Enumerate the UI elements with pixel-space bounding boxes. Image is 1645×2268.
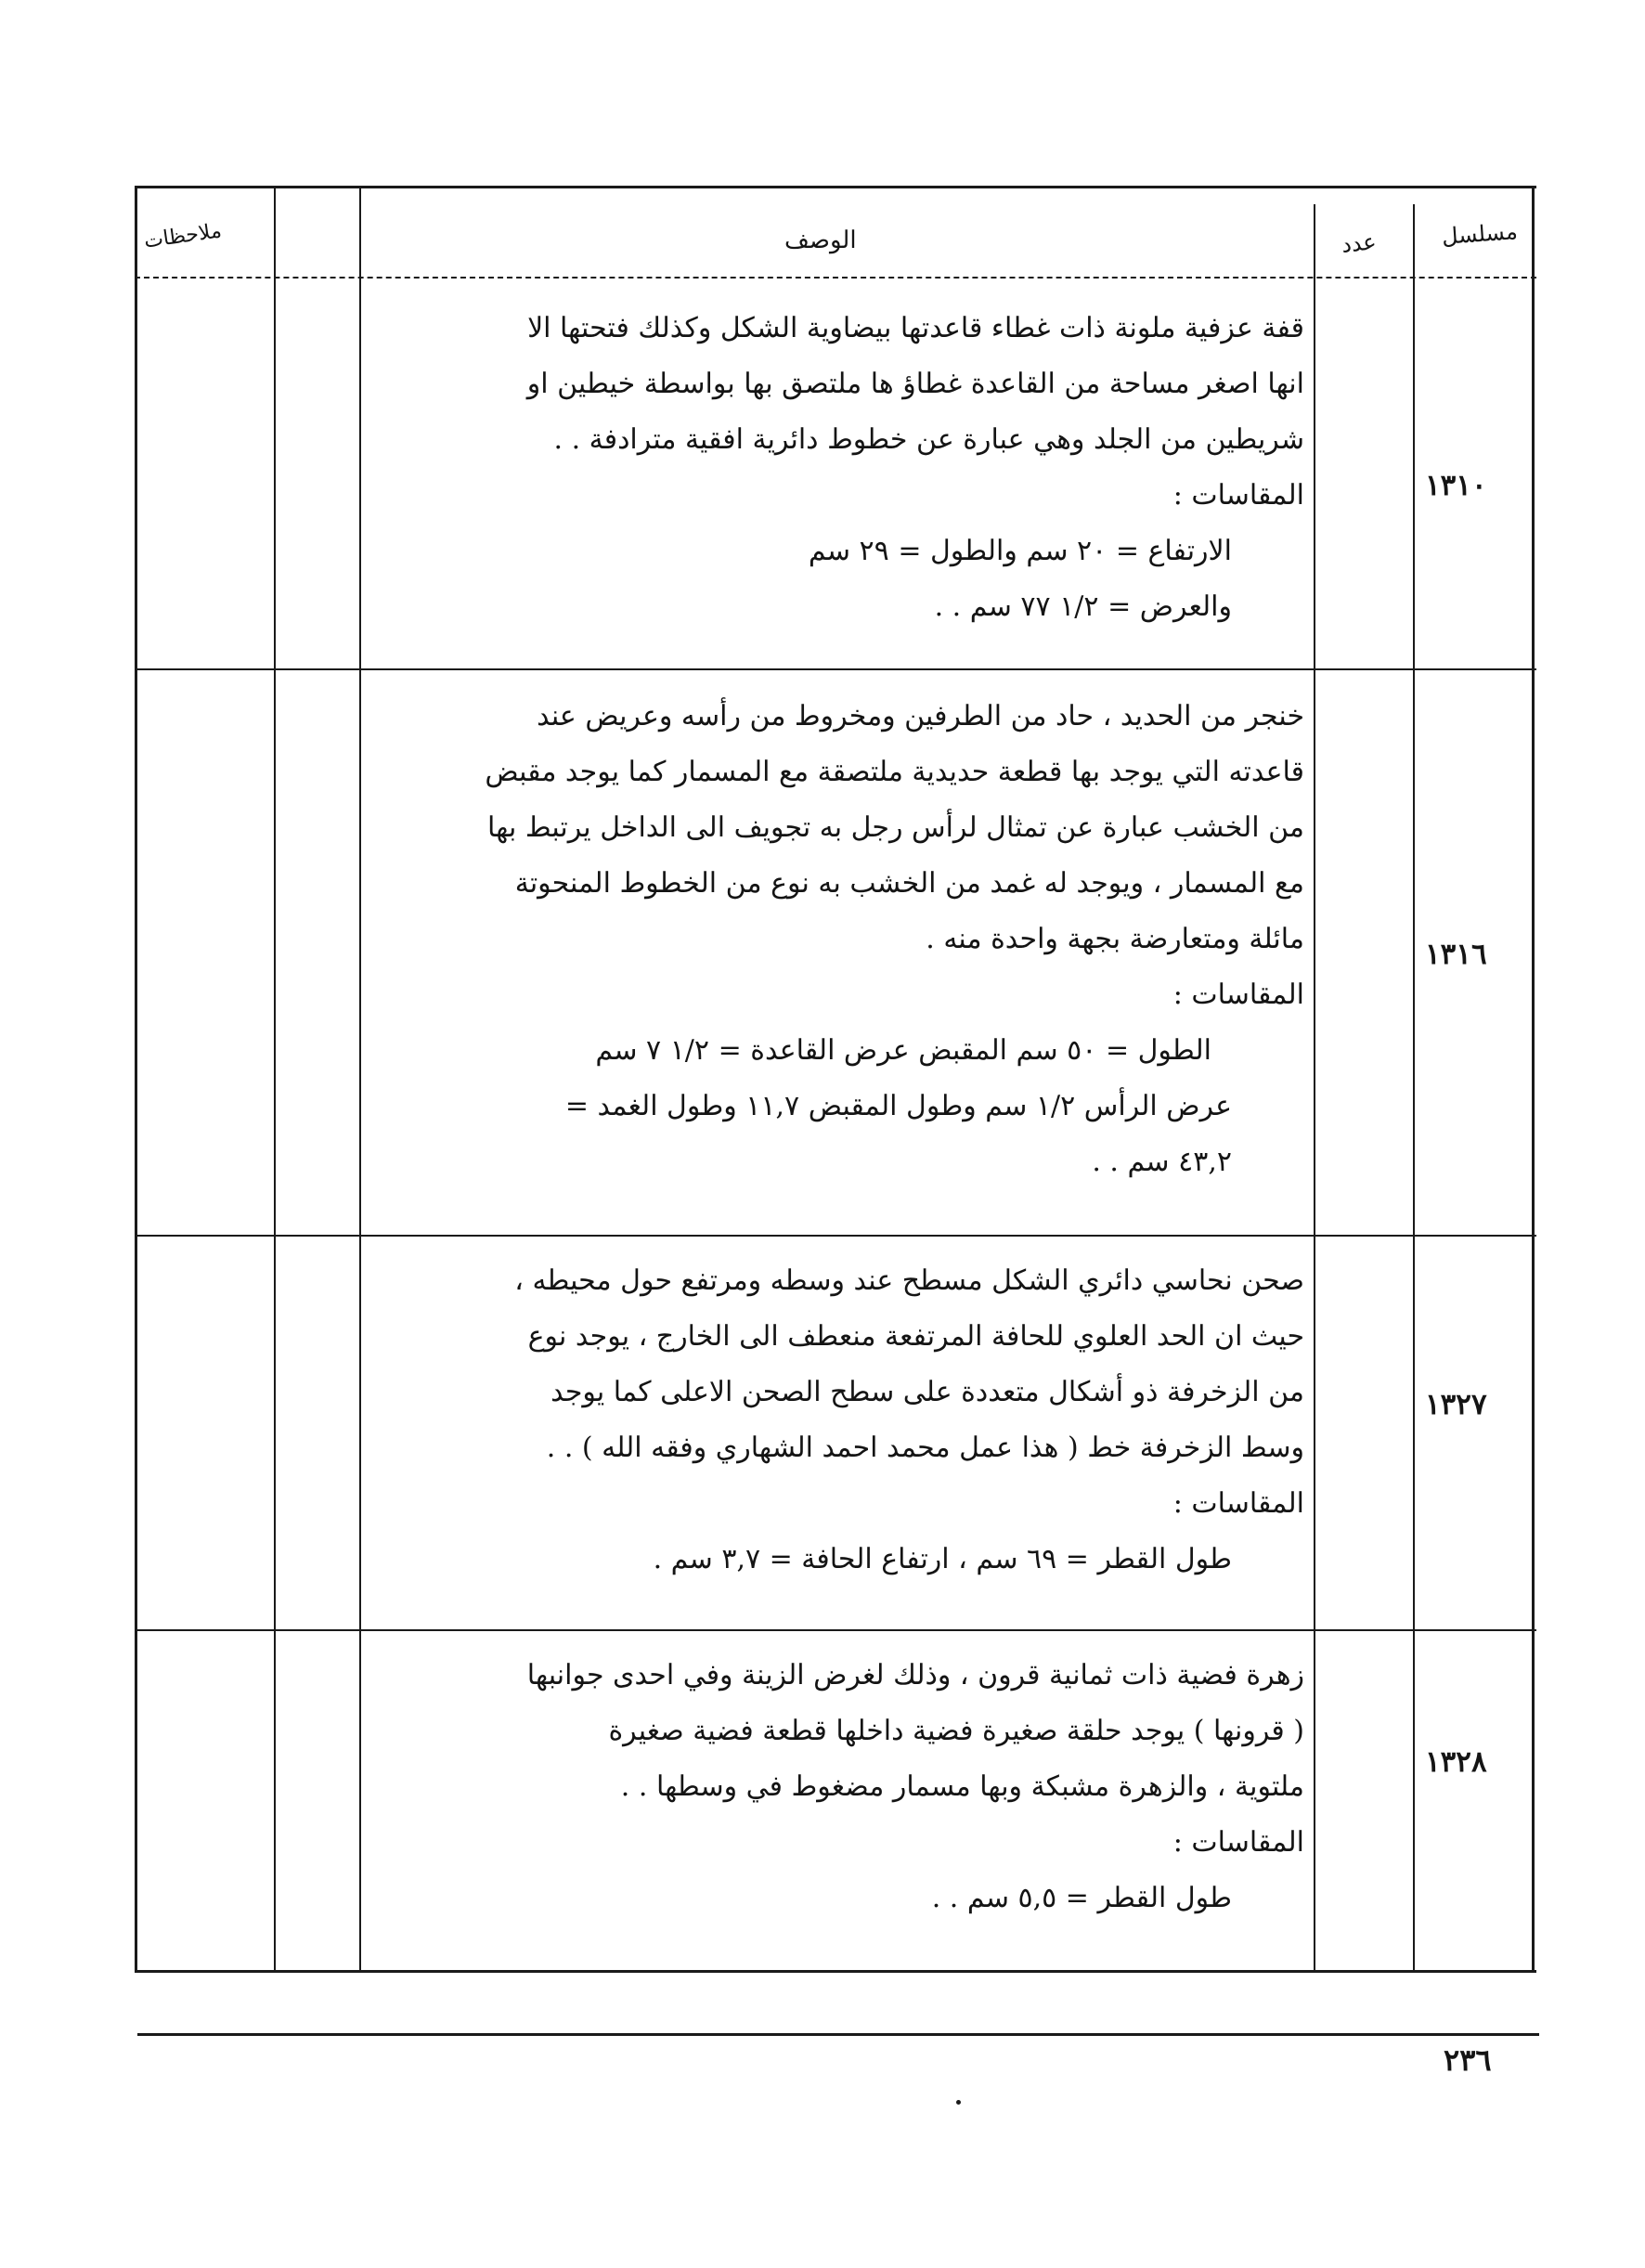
serial-header: مسلسل [1441, 218, 1519, 250]
table-left-rule [135, 186, 137, 1973]
measurements-heading: المقاسات : [1172, 479, 1304, 512]
table-bottom-rule [135, 1970, 1536, 1973]
header-divider [135, 277, 1536, 279]
description-line: شريطين من الجلد وهي عبارة عن خطوط دائرية افقية مترادفة . . [553, 423, 1304, 456]
description-line: قاعدته التي يوجد بها قطعة حديدية ملتصقة مع المسمار كما يوجد مقبض [485, 756, 1304, 788]
blank-column-rule [359, 186, 361, 1973]
description-line: قفة عزفية ملونة ذات غطاء قاعدتها بيضاوية الشكل وكذلك فتحتها الا [527, 312, 1304, 344]
description-line: انها اصغر مساحة من القاعدة غطاؤ ها ملتصق بها بواسطة خيطين او [526, 368, 1304, 400]
description-line: خنجر من الحديد ، حاد من الطرفين ومخروط من رأسه وعريض عند [537, 700, 1304, 732]
description-line: وسط الزخرفة خط ( هذا عمل محمد احمد الشهاري وفقه الله ) . . [546, 1432, 1304, 1464]
description-line: مع المسمار ، ويوجد له غمد من الخشب به نوع من الخطوط المنحوتة [514, 867, 1304, 900]
measurement-line: طول القطر = ٥,٥ سم . . [931, 1882, 1232, 1914]
description-header: الوصف [784, 227, 857, 254]
measurement-line: والعرض = ١/٢ ٧٧ سم . . [934, 590, 1232, 623]
record-number: ١٣٢٨ [1425, 1745, 1487, 1779]
description-line: ملتوية ، والزهرة مشبكة وبها مسمار مضغوط في وسطها . . [620, 1770, 1304, 1803]
description-line: من الزخرفة ذو أشكال متعددة على سطح الصحن الاعلى كما يوجد [550, 1376, 1304, 1408]
row-divider [135, 668, 1536, 670]
measurement-line: عرض الرأس ١/٢ سم وطول المقبض ١١,٧ وطول الغمد = [564, 1090, 1232, 1122]
row-divider [135, 1235, 1536, 1237]
page-number: ٢٣٦ [1444, 2042, 1492, 2078]
record-number: ١٣١٦ [1425, 938, 1487, 971]
description-line: حيث ان الحد العلوي للحافة المرتفعة منعطف الى الخارج ، يوجد نوع [527, 1320, 1304, 1353]
count-column-rule [1413, 204, 1415, 1973]
record-number: ١٣٢٧ [1425, 1388, 1487, 1421]
measurements-heading: المقاسات : [1172, 1487, 1304, 1520]
record-description [362, 1253, 1304, 1588]
row-divider [135, 1629, 1536, 1631]
description-line: ( قرونها ) يوجد حلقة صغيرة فضية داخلها قطعة فضية صغيرة [608, 1715, 1304, 1747]
notes-header: ملاحظات [142, 219, 224, 253]
description-line: زهرة فضية ذات ثمانية قرون ، وذلك لغرض الزينة وفي احدى جوانبها [526, 1659, 1304, 1691]
record-number: ١٣١٠ [1425, 469, 1487, 502]
measurement-line: الارتفاع = ٢٠ سم والطول = ٢٩ سم [808, 535, 1232, 567]
measurement-line: الطول = ٥٠ سم المقبض عرض القاعدة = ١/٢ ٧ سم [595, 1034, 1211, 1067]
description-line: صحن نحاسي دائري الشكل مسطح عند وسطه ومرتفع حول محيطه ، [514, 1264, 1304, 1297]
description-line: من الخشب عبارة عن تمثال لرأس رجل به تجويف الى الداخل يرتبط بها [487, 811, 1304, 844]
catalog-table [135, 186, 1536, 1973]
footer-rule [137, 2033, 1539, 2036]
table-top-rule [135, 186, 1536, 188]
measurement-line: ٤٣,٢ سم . . [1092, 1146, 1232, 1178]
count-header: عدد [1340, 228, 1378, 258]
measurements-heading: المقاسات : [1172, 1826, 1304, 1859]
description-line: مائلة ومتعارضة بجهة واحدة منه . [926, 923, 1304, 955]
measurement-line: طول القطر = ٦٩ سم ، ارتفاع الحافة = ٣,٧ سم . [653, 1543, 1232, 1575]
table-right-rule [1532, 186, 1535, 1973]
scan-speck [956, 2100, 961, 2105]
record-description [362, 689, 1304, 1190]
measurements-heading: المقاسات : [1172, 978, 1304, 1011]
record-description [362, 301, 1304, 635]
description-column-rule [1314, 204, 1315, 1973]
notes-column-rule [274, 186, 276, 1973]
record-description [362, 1648, 1304, 1926]
